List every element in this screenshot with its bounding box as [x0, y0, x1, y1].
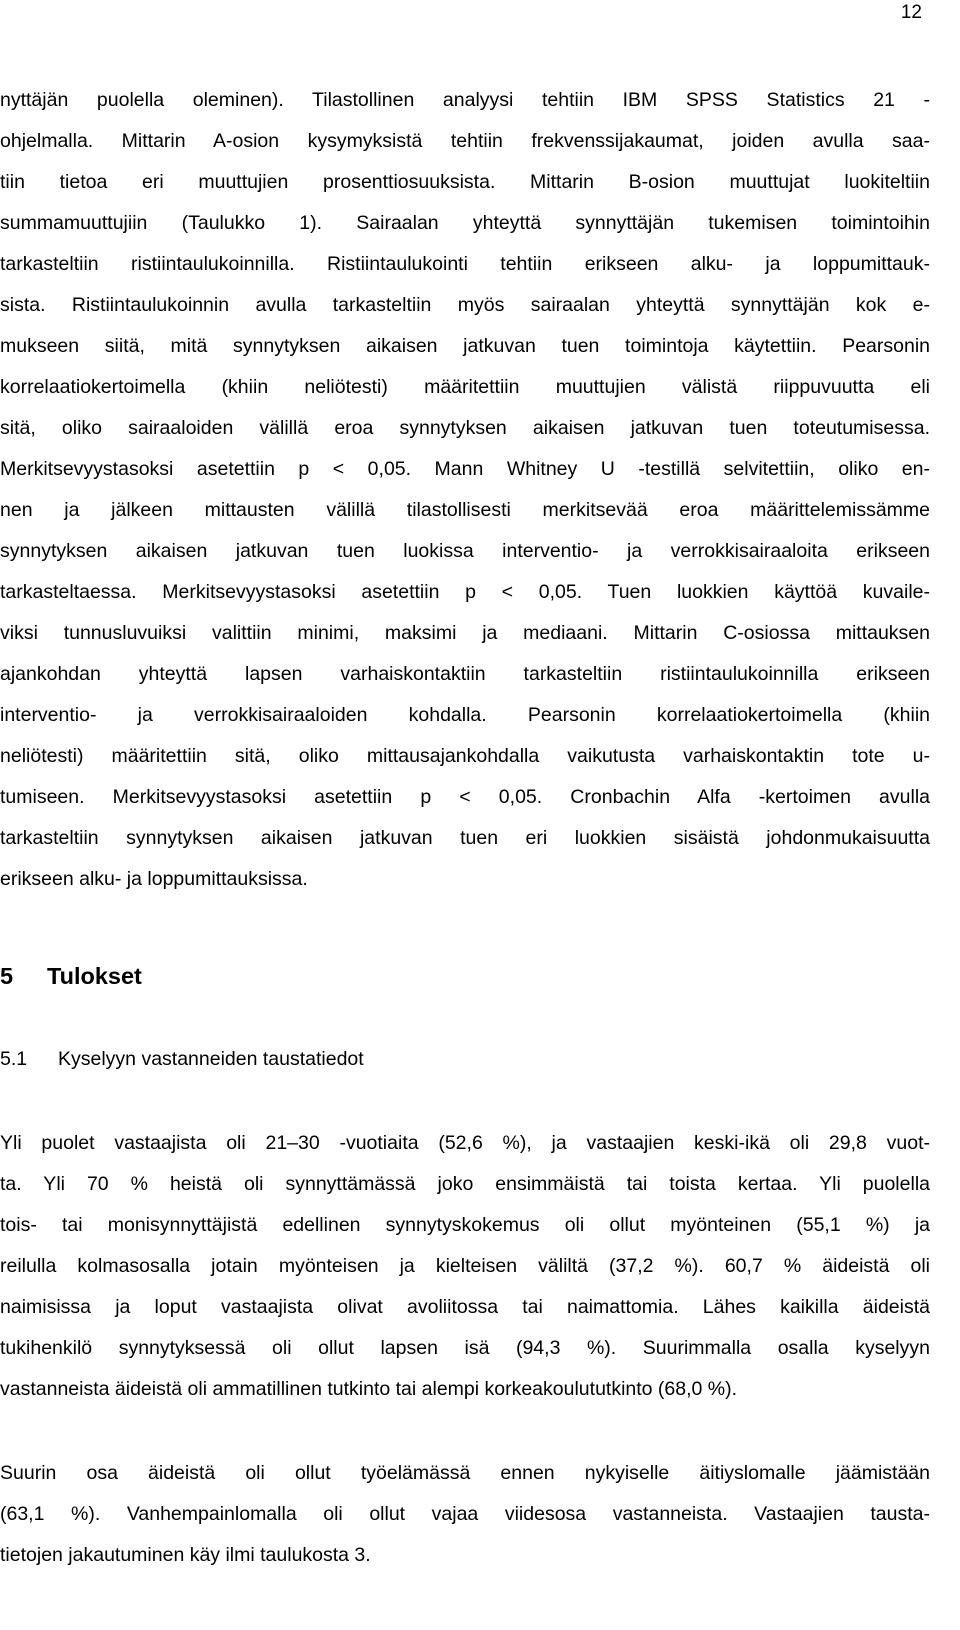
text-line: reilulla kolmasosalla jotain myönteisen ja kielteisen väliltä (37,2 %). 60,7 % äideistä oli [0, 1255, 930, 1277]
text-line: nen ja jälkeen mittausten välillä tilastollisesti merkitsevää eroa määrittelemissämme [0, 499, 930, 521]
text-line: tarkasteltiin ristiintaulukoinnilla. Ristiintaulukointi tehtiin erikseen alku- ja loppumittauk- [0, 253, 930, 275]
subsection-heading [0, 1047, 364, 1071]
subsection-number: 5.1 [0, 1048, 28, 1070]
text-line: interventio- ja verrokkisairaaloiden kohdalla. Pearsonin korrelaatiokertoimella (khiin [0, 704, 930, 726]
text-line: nyttäjän puolella oleminen). Tilastollinen analyysi tehtiin IBM SPSS Statistics 21 - [0, 89, 930, 111]
section-number: 5 [0, 963, 14, 989]
text-line: neliötesti) määritettiin sitä, oliko mittausajankohdalla vaikutusta varhaiskontaktin tote u- [0, 745, 930, 767]
text-line: (63,1 %). Vanhempainlomalla oli ollut vajaa viidesosa vastanneista. Vastaajien tausta- [0, 1503, 930, 1525]
section-title: Tulokset [47, 963, 142, 989]
text-line: ajankohdan yhteyttä lapsen varhaiskontaktiin tarkasteltiin ristiintaulukoinnilla erikseen [0, 663, 930, 685]
text-line: synnytyksen aikaisen jatkuvan tuen luokissa interventio- ja verrokkisairaaloita erikseen [0, 540, 930, 562]
text-line: erikseen alku- ja loppumittauksissa. [0, 868, 308, 890]
section-heading [0, 962, 142, 990]
text-line: ohjelmalla. Mittarin A-osion kysymyksistä tehtiin frekvenssijakaumat, joiden avulla saa- [0, 130, 930, 152]
text-line: sitä, oliko sairaaloiden välillä eroa synnytyksen aikaisen jatkuvan tuen toteutumisessa. [0, 417, 930, 439]
subsection-title: Kyselyyn vastanneiden taustatiedot [58, 1048, 364, 1070]
text-line: viksi tunnusluvuiksi valittiin minimi, maksimi ja mediaani. Mittarin C-osiossa mittauksen [0, 622, 930, 644]
text-line: tukihenkilö synnytyksessä oli ollut lapsen isä (94,3 %). Suurimmalla osalla kyselyyn [0, 1337, 930, 1359]
text-line: tumiseen. Merkitsevyystasoksi asetettiin p < 0,05. Cronbachin Alfa -kertoimen avulla [0, 786, 930, 808]
text-line: Suurin osa äideistä oli ollut työelämässä ennen nykyiselle äitiyslomalle jäämistään [0, 1462, 930, 1484]
page-number: 12 [900, 2, 922, 23]
text-line: naimisissa ja loput vastaajista olivat avoliitossa tai naimattomia. Lähes kaikilla äideistä [0, 1296, 930, 1318]
text-line: summamuuttujiin (Taulukko 1). Sairaalan yhteyttä synnyttäjän tukemisen toimintoihin [0, 212, 930, 234]
text-line: Merkitsevyystasoksi asetettiin p < 0,05. Mann Whitney U -testillä selvitettiin, oliko en- [0, 458, 930, 480]
text-line: tiin tietoa eri muuttujien prosenttiosuuksista. Mittarin B-osion muuttujat luokiteltiin [0, 171, 930, 193]
text-line: vastanneista äideistä oli ammatillinen tutkinto tai alempi korkeakoulututkinto (68,0 %). [0, 1378, 738, 1400]
text-line: mukseen siitä, mitä synnytyksen aikaisen jatkuvan tuen toimintoja käytettiin. Pearsonin [0, 335, 930, 357]
text-line: tois- tai monisynnyttäjistä edellinen synnytyskokemus oli ollut myönteinen (55,1 %) ja [0, 1214, 930, 1236]
text-line: Yli puolet vastaajista oli 21–30 -vuotiaita (52,6 %), ja vastaajien keski-ikä oli 29,8 vuot- [0, 1132, 930, 1154]
text-line: tarkasteltaessa. Merkitsevyystasoksi asetettiin p < 0,05. Tuen luokkien käyttöä kuvaile- [0, 581, 930, 603]
text-line: korrelaatiokertoimella (khiin neliötesti) määritettiin muuttujien välistä riippuvuutta eli [0, 376, 930, 398]
text-line: sista. Ristiintaulukoinnin avulla tarkasteltiin myös sairaalan yhteyttä synnyttäjän kok e- [0, 294, 930, 316]
text-line: tietojen jakautuminen käy ilmi taulukosta 3. [0, 1544, 371, 1566]
text-line: tarkasteltiin synnytyksen aikaisen jatkuvan tuen eri luokkien sisäistä johdonmukaisuutta [0, 827, 930, 849]
text-line: ta. Yli 70 % heistä oli synnyttämässä joko ensimmäistä tai toista kertaa. Yli puolella [0, 1173, 930, 1195]
